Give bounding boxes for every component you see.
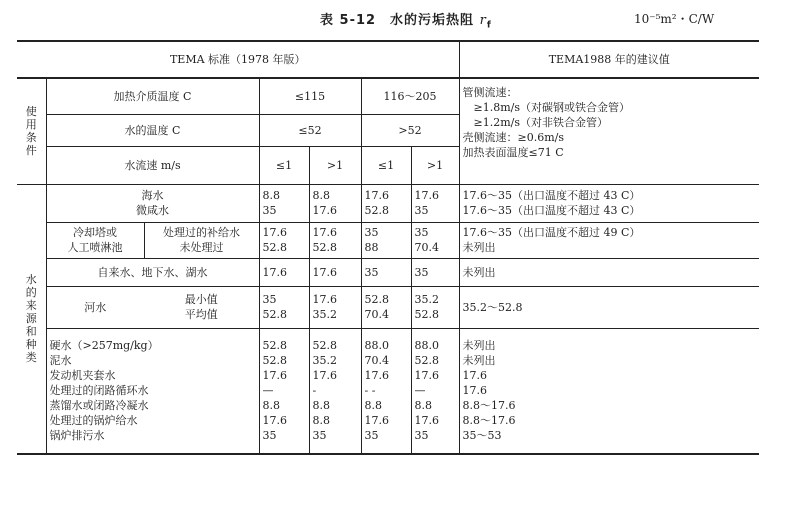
treated-makeup-label: 处理过的补给水 [163,226,240,239]
others-col3 [361,328,411,454]
cell-value: 17.6 [364,369,389,383]
river-col3 [361,286,411,328]
cell-value: 17.6 [414,189,439,202]
river-col2 [309,286,361,328]
medium-temp-label: 加热介质温度 C [46,78,259,114]
others-col4 [411,328,459,454]
table-title-symbol: r [479,13,487,28]
cell-value: 17.6 [262,414,287,428]
table-title [320,9,492,31]
cell-value: 52.8 [312,241,337,254]
others-recommend [459,328,759,454]
cell-value: 52.8 [414,354,439,368]
cell-value: 35 [414,204,429,217]
sea-water-names [46,184,259,222]
recommend-line: 壳侧流速：≥0.6m/s [462,131,564,144]
table-title-text: 表 5-12 水的污垢热阻 [320,13,480,28]
cell-value: 88.0 [414,339,439,353]
recommend-line: 加热表面温度≤71 C [462,146,564,159]
cell-value: 未列出 [462,354,496,368]
cell-value: 35 [414,429,429,443]
cell-value: 35 [361,258,411,286]
sea-recommend [459,184,759,222]
others-col1 [259,328,309,454]
side-char: 的 [25,286,37,300]
cell-value: 52.8 [262,354,287,368]
cell-value: 8.8 [312,399,330,413]
cell-value: 17.6 [309,258,361,286]
cell-value: 未列出 [462,339,496,353]
water-name: 硬水（>257mg/kg） [49,339,159,353]
tap-water-row [17,258,759,286]
medium-temp-row [17,78,759,114]
side-char: 使 [25,105,37,119]
cell-value: 35 [364,226,379,239]
water-name: 泥水 [49,354,72,368]
cell-value: 35.2 [312,308,337,321]
cell-value: - [312,384,317,398]
cell-value: 未列出 [462,241,496,254]
side-char: 类 [25,351,37,365]
fouling-resistance-table [17,40,759,455]
sources-side-label [17,184,46,454]
avg-value-label: 平均值 [184,308,218,321]
cell-value: 35 [364,429,379,443]
cell-value: 35.2 [414,293,439,306]
cell-value: 70.4 [414,241,439,254]
cell-value: — [262,384,274,398]
water-name: 发动机夹套水 [49,369,116,383]
cooling-tower-name: 冷却塔或 [73,226,117,239]
min-value-label: 最小值 [184,293,218,306]
cell-value: 17.6 [462,369,487,383]
other-water-names [46,328,259,454]
side-char: 来 [25,299,37,313]
cell-value: 8.8 [262,399,280,413]
cell-value: 70.4 [364,308,389,321]
cell-value: 52.8 [262,339,287,353]
cooling-col3 [361,222,411,258]
header-row [17,41,759,78]
recommend-line: ≥1.2m/s（对非铁合金管） [462,116,608,129]
cell-value: 52.8 [364,293,389,306]
side-char: 源 [25,312,37,326]
cell-value: 52.8 [262,308,287,321]
recommend-line: ≥1.8m/s（对碳钢或铁合金管） [462,101,630,114]
tap-water-name: 自来水、地下水、湖水 [46,258,259,286]
river-types [144,286,259,328]
river-col4 [411,286,459,328]
velocity-label: 水流速 m/s [46,146,259,184]
recommend-line: 管侧流速： [462,86,518,99]
side-char: 用 [25,118,37,132]
water-name: 蒸馏水或闭路冷凝水 [49,399,149,413]
cell-value: 17.6～35（出口温度不超过 43 C） [462,204,641,217]
cell-value: 17.6 [414,414,439,428]
cell-value: 35 [312,429,327,443]
cell-value: 35 [262,204,277,217]
spray-pond-name: 人工喷淋池 [67,241,123,254]
cell-value: 8.8 [364,399,382,413]
cell-value: 52.8 [312,339,337,353]
untreated-label: 未处理过 [179,241,224,254]
cell-value: 17.6 [312,369,337,383]
table-caption [0,0,807,34]
water-temp-a: ≤52 [259,114,361,146]
cell-value: 8.8 [312,189,330,202]
cell-value: 17.6 [414,369,439,383]
cell-value: 8.8～17.6 [462,399,516,413]
side-char: 水 [25,273,37,287]
cell-value: 52.8 [414,308,439,321]
brackish-water-name: 微咸水 [136,204,169,217]
sea-col4 [411,184,459,222]
velocity-value: ≤1 [361,146,411,184]
other-waters-row [17,328,759,454]
cell-value: 17.6 [364,414,389,428]
sea-col3 [361,184,411,222]
table-unit: 10⁻⁵m²・C/W [634,12,715,26]
side-char: 和 [25,325,37,339]
sea-col1 [259,184,309,222]
tap-recommend: 未列出 [459,258,759,286]
cell-value: 8.8 [414,399,432,413]
cell-value: 70.4 [364,354,389,368]
river-col1 [259,286,309,328]
sea-water-row [17,184,759,222]
water-name: 处理过的闭路循环水 [49,384,149,398]
cell-value: 8.8～17.6 [462,414,516,428]
water-name: 锅炉排污水 [49,429,105,443]
sea-col2 [309,184,361,222]
water-temp-b: >52 [361,114,459,146]
sea-water-name: 海水 [141,189,164,202]
cell-value: 17.6 [262,226,287,239]
cell-value: 35.2 [312,354,337,368]
river-recommend: 35.2～52.8 [459,286,759,328]
velocity-value: ≤1 [259,146,309,184]
cell-value: 17.6 [312,204,337,217]
cell-value: 17.6 [462,384,487,398]
cell-value: 8.8 [262,189,280,202]
cooling-tower-row [17,222,759,258]
river-water-name: 河水 [46,286,144,328]
cooling-col2 [309,222,361,258]
cell-value: 35～53 [462,429,502,443]
cell-value: 52.8 [262,241,287,254]
river-water-row [17,286,759,328]
cell-value: 17.6～35（出口温度不超过 49 C） [462,226,641,239]
side-char: 种 [25,338,37,352]
cell-value: 8.8 [312,414,330,428]
water-temp-label: 水的温度 C [46,114,259,146]
tema1978-header: TEMA 标准（1978 年版） [17,41,459,78]
conditions-side-label [17,78,46,184]
cell-value: 52.8 [364,204,389,217]
cell-value: 35 [414,226,429,239]
cell-value: 17.6～35（出口温度不超过 43 C） [462,189,641,202]
cell-value: 17.6 [312,226,337,239]
side-char: 件 [25,144,37,158]
cooling-recommend [459,222,759,258]
cell-value: 35 [411,258,459,286]
cell-value: 17.6 [262,369,287,383]
cell-value: 88.0 [364,339,389,353]
medium-temp-b: 116～205 [361,78,459,114]
cell-value: — [414,384,426,398]
cell-value: 35 [262,429,277,443]
cooling-tower-types [144,222,259,258]
water-name: 处理过的锅炉给水 [49,414,138,428]
cell-value: - - [364,384,376,398]
cooling-col4 [411,222,459,258]
cell-value: 88 [364,241,379,254]
tema1988-header: TEMA1988 年的建议值 [459,41,759,78]
others-col2 [309,328,361,454]
cell-value: 17.6 [259,258,309,286]
medium-temp-a: ≤115 [259,78,361,114]
cell-value: 17.6 [364,189,389,202]
cooling-col1 [259,222,309,258]
side-char: 条 [25,131,37,145]
recommend-conditions [459,78,759,184]
velocity-value: >1 [411,146,459,184]
velocity-value: >1 [309,146,361,184]
cell-value: 17.6 [312,293,337,306]
cell-value: 35 [262,293,277,306]
cooling-tower-names [46,222,144,258]
table-title-subscript: f [486,20,492,31]
